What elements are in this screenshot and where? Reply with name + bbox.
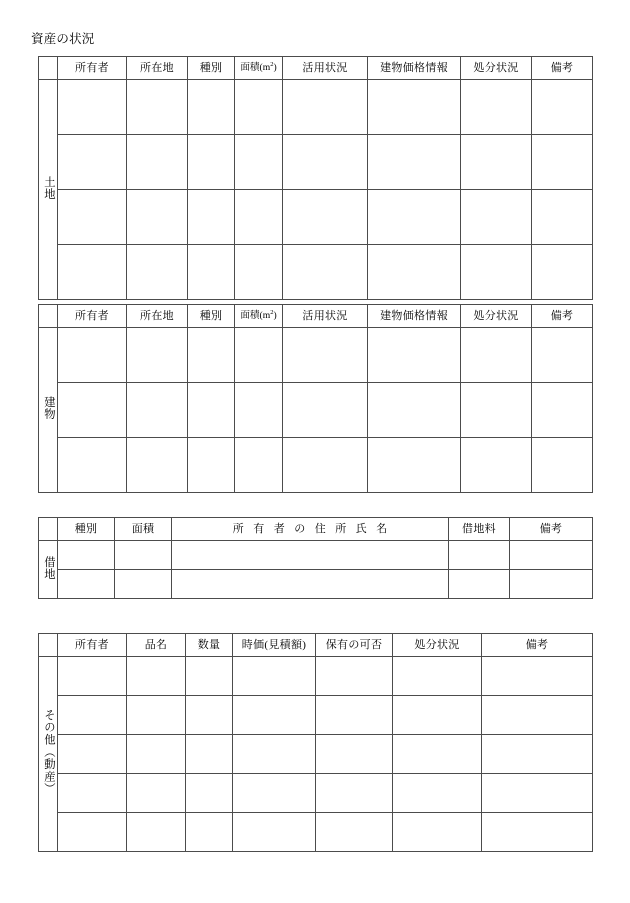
column-header-building-price: 建物価格情報	[368, 305, 461, 328]
cell-area[interactable]	[235, 328, 283, 383]
cell-location[interactable]	[127, 190, 188, 245]
cell-disposal[interactable]	[461, 328, 532, 383]
table-header-row	[39, 518, 593, 541]
cell-item-name[interactable]	[127, 813, 186, 852]
column-header-remarks: 備考	[532, 57, 593, 80]
cell-retention[interactable]	[316, 813, 393, 852]
cell-utilization[interactable]	[283, 245, 368, 300]
cell-disposal[interactable]	[461, 438, 532, 493]
table-row	[39, 383, 593, 438]
cell-type[interactable]	[188, 383, 235, 438]
table-row	[39, 438, 593, 493]
corner-cell	[39, 634, 58, 657]
cell-market-value[interactable]	[233, 696, 316, 735]
cell-remarks[interactable]	[482, 774, 593, 813]
column-header-location: 所在地	[127, 57, 188, 80]
cell-type[interactable]	[188, 135, 235, 190]
cell-building-price[interactable]	[368, 135, 461, 190]
column-header-remarks: 備考	[532, 305, 593, 328]
cell-owner-address-name[interactable]	[172, 541, 449, 570]
table-header-row	[39, 305, 593, 328]
row-label-leased-land	[39, 541, 58, 599]
cell-remarks[interactable]	[510, 570, 593, 599]
corner-cell	[39, 57, 58, 80]
area-suffix: )	[273, 310, 277, 321]
cell-utilization[interactable]	[283, 135, 368, 190]
cell-type[interactable]	[188, 328, 235, 383]
row-label-land	[39, 80, 58, 300]
cell-building-price[interactable]	[368, 438, 461, 493]
cell-area[interactable]	[235, 135, 283, 190]
table-row	[39, 735, 593, 774]
cell-disposal[interactable]	[461, 383, 532, 438]
column-header-quantity: 数量	[186, 634, 233, 657]
cell-type[interactable]	[188, 438, 235, 493]
cell-owner[interactable]	[58, 696, 127, 735]
table-row	[39, 328, 593, 383]
cell-owner[interactable]	[58, 190, 127, 245]
cell-disposal[interactable]	[393, 657, 482, 696]
cell-owner[interactable]	[58, 383, 127, 438]
asset-table-building	[38, 304, 593, 493]
column-header-area	[235, 57, 283, 80]
cell-remarks[interactable]	[532, 190, 593, 245]
cell-item-name[interactable]	[127, 696, 186, 735]
cell-retention[interactable]	[316, 696, 393, 735]
row-label-building	[39, 328, 58, 493]
cell-quantity[interactable]	[186, 657, 233, 696]
cell-type[interactable]	[188, 190, 235, 245]
cell-location[interactable]	[127, 383, 188, 438]
cell-area[interactable]	[235, 438, 283, 493]
column-header-utilization: 活用状況	[283, 305, 368, 328]
cell-location[interactable]	[127, 328, 188, 383]
cell-item-name[interactable]	[127, 774, 186, 813]
cell-location[interactable]	[127, 245, 188, 300]
table-header-row	[39, 634, 593, 657]
cell-type[interactable]	[188, 80, 235, 135]
cell-owner[interactable]	[58, 735, 127, 774]
column-header-utilization: 活用状況	[283, 57, 368, 80]
row-label-text: 建物	[42, 396, 55, 421]
row-label-text: 借地	[42, 555, 55, 581]
table-row	[39, 774, 593, 813]
cell-quantity[interactable]	[186, 774, 233, 813]
table-row	[39, 135, 593, 190]
cell-disposal[interactable]	[461, 80, 532, 135]
column-header-owner: 所有者	[58, 305, 127, 328]
table-row	[39, 813, 593, 852]
column-header-owner: 所有者	[58, 57, 127, 80]
cell-owner[interactable]	[58, 438, 127, 493]
cell-area[interactable]	[235, 245, 283, 300]
cell-market-value[interactable]	[233, 774, 316, 813]
cell-market-value[interactable]	[233, 657, 316, 696]
cell-building-price[interactable]	[368, 245, 461, 300]
cell-location[interactable]	[127, 135, 188, 190]
page-title: 資産の状況	[31, 32, 95, 46]
cell-item-name[interactable]	[127, 657, 186, 696]
column-header-building-price: 建物価格情報	[368, 57, 461, 80]
column-header-area	[235, 305, 283, 328]
table-row	[39, 541, 593, 570]
column-header-disposal: 処分状況	[393, 634, 482, 657]
column-header-item-name: 品名	[127, 634, 186, 657]
cell-retention[interactable]	[316, 657, 393, 696]
cell-disposal[interactable]	[461, 135, 532, 190]
cell-owner[interactable]	[58, 774, 127, 813]
cell-type[interactable]	[188, 245, 235, 300]
cell-utilization[interactable]	[283, 80, 368, 135]
cell-remarks[interactable]	[532, 245, 593, 300]
cell-quantity[interactable]	[186, 735, 233, 774]
column-header-type: 種別	[58, 518, 115, 541]
cell-owner[interactable]	[58, 328, 127, 383]
cell-retention[interactable]	[316, 774, 393, 813]
table-header-row	[39, 57, 593, 80]
cell-area[interactable]	[235, 190, 283, 245]
table-row	[39, 657, 593, 696]
cell-area[interactable]	[235, 80, 283, 135]
column-header-type: 種別	[188, 305, 235, 328]
cell-market-value[interactable]	[233, 735, 316, 774]
cell-remarks[interactable]	[482, 735, 593, 774]
table-row	[39, 696, 593, 735]
cell-location[interactable]	[127, 438, 188, 493]
table-row	[39, 245, 593, 300]
cell-retention[interactable]	[316, 735, 393, 774]
row-label-text: 土地	[42, 175, 55, 201]
cell-remarks[interactable]	[482, 696, 593, 735]
column-header-area: 面積	[115, 518, 172, 541]
cell-lease-fee[interactable]	[449, 570, 510, 599]
area-prefix: 面積(m	[240, 62, 271, 73]
cell-building-price[interactable]	[368, 190, 461, 245]
cell-building-price[interactable]	[368, 383, 461, 438]
cell-remarks[interactable]	[532, 135, 593, 190]
cell-owner[interactable]	[58, 813, 127, 852]
cell-disposal[interactable]	[393, 813, 482, 852]
asset-table-leased-land	[38, 517, 593, 599]
corner-cell	[39, 305, 58, 328]
column-header-owner: 所有者	[58, 634, 127, 657]
cell-market-value[interactable]	[233, 813, 316, 852]
column-header-disposal: 処分状況	[461, 305, 532, 328]
cell-utilization[interactable]	[283, 328, 368, 383]
cell-area[interactable]	[115, 570, 172, 599]
cell-owner[interactable]	[58, 245, 127, 300]
column-header-type: 種別	[188, 57, 235, 80]
cell-quantity[interactable]	[186, 813, 233, 852]
cell-disposal[interactable]	[461, 190, 532, 245]
cell-type[interactable]	[58, 541, 115, 570]
cell-remarks[interactable]	[510, 541, 593, 570]
cell-type[interactable]	[58, 570, 115, 599]
column-header-disposal: 処分状況	[461, 57, 532, 80]
cell-remarks[interactable]	[532, 80, 593, 135]
cell-lease-fee[interactable]	[449, 541, 510, 570]
cell-quantity[interactable]	[186, 696, 233, 735]
asset-table-land	[38, 56, 593, 300]
corner-cell	[39, 518, 58, 541]
row-label-other-movable	[39, 657, 58, 852]
column-header-retention: 保有の可否	[316, 634, 393, 657]
cell-disposal[interactable]	[393, 696, 482, 735]
asset-table-other-movable	[38, 633, 593, 852]
table-row	[39, 570, 593, 599]
cell-remarks[interactable]	[482, 657, 593, 696]
column-header-owner-address-name: 所有者の住所氏名	[172, 518, 449, 541]
column-header-remarks: 備考	[482, 634, 593, 657]
area-superscript: 2	[270, 60, 274, 68]
cell-building-price[interactable]	[368, 328, 461, 383]
cell-utilization[interactable]	[283, 190, 368, 245]
cell-remarks[interactable]	[532, 438, 593, 493]
area-prefix: 面積(m	[240, 310, 271, 321]
cell-disposal[interactable]	[393, 774, 482, 813]
cell-area[interactable]	[235, 383, 283, 438]
cell-utilization[interactable]	[283, 383, 368, 438]
cell-item-name[interactable]	[127, 735, 186, 774]
area-suffix: )	[273, 62, 277, 73]
cell-building-price[interactable]	[368, 80, 461, 135]
cell-location[interactable]	[127, 80, 188, 135]
cell-owner-address-name[interactable]	[172, 570, 449, 599]
column-header-lease-fee: 借地料	[449, 518, 510, 541]
area-superscript: 2	[270, 308, 274, 316]
table-row	[39, 80, 593, 135]
cell-remarks[interactable]	[482, 813, 593, 852]
column-header-market-value: 時価(見積額)	[233, 634, 316, 657]
cell-remarks[interactable]	[532, 328, 593, 383]
cell-disposal[interactable]	[393, 735, 482, 774]
cell-remarks[interactable]	[532, 383, 593, 438]
cell-utilization[interactable]	[283, 438, 368, 493]
cell-area[interactable]	[115, 541, 172, 570]
cell-owner[interactable]	[58, 80, 127, 135]
cell-owner[interactable]	[58, 657, 127, 696]
column-header-location: 所在地	[127, 305, 188, 328]
column-header-remarks: 備考	[510, 518, 593, 541]
cell-owner[interactable]	[58, 135, 127, 190]
row-label-text: その他（動産）	[42, 709, 55, 796]
cell-disposal[interactable]	[461, 245, 532, 300]
table-row	[39, 190, 593, 245]
